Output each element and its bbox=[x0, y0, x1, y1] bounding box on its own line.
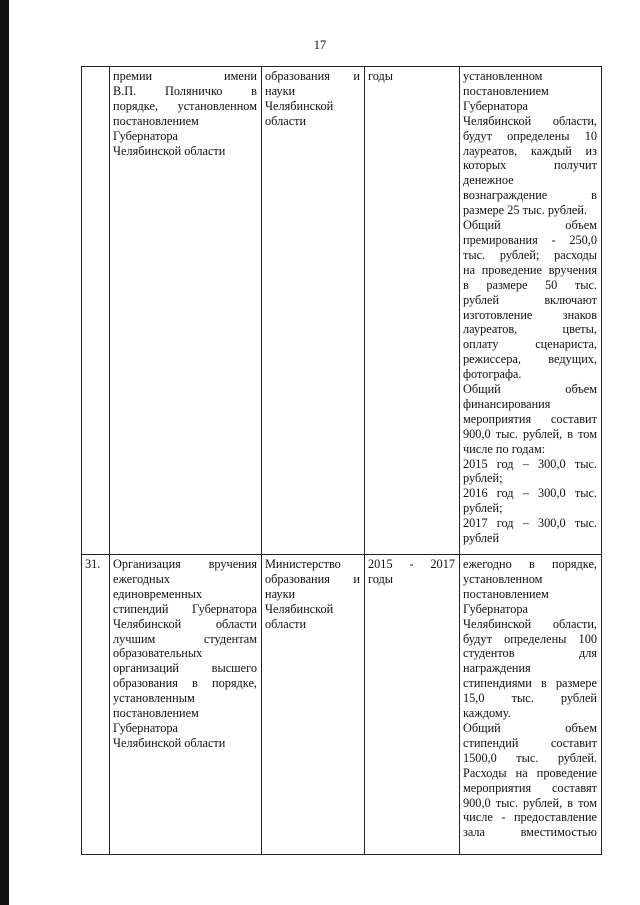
executor-cell bbox=[262, 555, 365, 855]
text-line: Челябинской области bbox=[113, 143, 226, 158]
text-line: единовременных bbox=[113, 586, 203, 601]
measure-title-cell bbox=[110, 67, 262, 555]
text-line: числе - предоставление bbox=[463, 810, 597, 825]
text-line: размере 25 тыс. рублей. bbox=[463, 203, 587, 218]
text-line: будут определены 10 bbox=[463, 128, 597, 143]
text-line: образования в порядке, bbox=[113, 676, 257, 691]
text-line: образования и bbox=[265, 69, 360, 83]
text-line: лауреатов, каждый из bbox=[463, 143, 597, 158]
text-line: премирования - 250,0 bbox=[463, 232, 597, 247]
text-line: Организация вручения bbox=[113, 557, 257, 571]
text-line: науки bbox=[265, 83, 296, 98]
text-line: мероприятия составят bbox=[463, 780, 597, 795]
measures-table bbox=[81, 66, 602, 855]
period-cell bbox=[365, 67, 460, 555]
text-line: рублей; bbox=[463, 501, 503, 516]
text-line: Общий объем bbox=[463, 218, 597, 233]
text-line: 2016 год – 300,0 тыс. bbox=[463, 486, 597, 501]
text-line: постановлением bbox=[113, 113, 199, 128]
text-line: стипендий составит bbox=[463, 735, 597, 750]
text-line: каждому. bbox=[463, 706, 511, 721]
text-line: финансирования bbox=[463, 396, 551, 411]
text-line: ежегодных bbox=[113, 571, 171, 586]
text-line: которых получит bbox=[463, 158, 597, 173]
text-line: Челябинской области bbox=[113, 735, 226, 750]
text-line: годы bbox=[368, 571, 394, 586]
text-line: рублей включают bbox=[463, 292, 597, 307]
text-line: 2017 год – 300,0 тыс. bbox=[463, 516, 597, 531]
text-line: рублей; bbox=[463, 471, 503, 486]
text-line: лауреатов, цветы, bbox=[463, 322, 597, 337]
table-row bbox=[82, 67, 602, 555]
text-line: оплату сценариста, bbox=[463, 337, 597, 352]
text-line: 2015 год – 300,0 тыс. bbox=[463, 456, 597, 471]
text-line: постановлением bbox=[463, 586, 549, 601]
text-line: годы bbox=[368, 69, 394, 83]
text-line: Расходы на проведение bbox=[463, 765, 597, 780]
page-number: 17 bbox=[313, 38, 327, 52]
text-line: 2015 - 2017 bbox=[368, 557, 455, 571]
text-line: Челябинской области bbox=[113, 616, 257, 631]
text-line: стипендий Губернатора bbox=[113, 601, 257, 616]
text-line: образования и bbox=[265, 571, 360, 586]
text-line: 900,0 тыс. рублей, в том bbox=[463, 426, 597, 441]
row-number: 31. bbox=[82, 555, 110, 855]
text-line: изготовление знаков bbox=[463, 307, 597, 322]
text-line: Губернатора bbox=[113, 128, 179, 143]
text-line: тыс. рублей; расходы bbox=[463, 247, 597, 262]
text-line: установленным bbox=[113, 691, 195, 706]
text-line: установленном bbox=[463, 69, 543, 83]
text-line: 1500,0 тыс. рублей. bbox=[463, 750, 597, 765]
text-line: на проведение вручения bbox=[463, 262, 597, 277]
measure-title-cell bbox=[110, 555, 262, 855]
text-line: стипендиями в размере bbox=[463, 676, 597, 691]
text-line: организаций высшего bbox=[113, 661, 257, 676]
text-line: мероприятия составит bbox=[463, 411, 597, 426]
text-line: зала вместимостью bbox=[463, 825, 597, 840]
text-line: награждения bbox=[463, 661, 531, 676]
text-line: премии имени bbox=[113, 69, 257, 83]
table-row bbox=[82, 555, 602, 855]
description-cell bbox=[460, 67, 602, 555]
row-number bbox=[82, 67, 110, 555]
text-line: рублей bbox=[463, 531, 500, 546]
text-line: Общий объем bbox=[463, 382, 597, 397]
text-line: порядке, установленном bbox=[113, 98, 257, 113]
text-line: будут определены 100 bbox=[463, 631, 597, 646]
text-line: числе по годам: bbox=[463, 441, 546, 456]
scan-edge bbox=[0, 0, 9, 905]
text-line: постановлением bbox=[463, 83, 549, 98]
text-line: фотографа. bbox=[463, 367, 522, 382]
text-line: в размере 50 тыс. bbox=[463, 277, 597, 292]
text-line: 900,0 тыс. рублей, в том bbox=[463, 795, 597, 810]
text-line: Челябинской области, bbox=[463, 616, 597, 631]
description-cell bbox=[460, 555, 602, 855]
text-line: студентов для bbox=[463, 646, 597, 661]
text-line: ежегодно в порядке, bbox=[463, 557, 597, 571]
text-line: области bbox=[265, 616, 307, 631]
executor-cell bbox=[262, 67, 365, 555]
text-line: Министерство bbox=[265, 557, 341, 571]
text-line: Челябинской bbox=[265, 98, 334, 113]
text-line: Губернатора bbox=[113, 720, 179, 735]
text-line: Губернатора bbox=[463, 98, 529, 113]
text-line: образовательных bbox=[113, 646, 203, 661]
text-line: Губернатора bbox=[463, 601, 529, 616]
text-line: постановлением bbox=[113, 706, 199, 721]
text-line: режиссера, ведущих, bbox=[463, 352, 597, 367]
text-line: вознаграждение в bbox=[463, 188, 597, 203]
text-line: В.П. Поляничко в bbox=[113, 83, 257, 98]
text-line: Общий объем bbox=[463, 720, 597, 735]
text-line: Челябинской области, bbox=[463, 113, 597, 128]
text-line: лучшим студентам bbox=[113, 631, 257, 646]
text-line: науки bbox=[265, 586, 296, 601]
text-line: установленном bbox=[463, 571, 543, 586]
text-line: денежное bbox=[463, 173, 514, 188]
period-cell bbox=[365, 555, 460, 855]
text-line: Челябинской bbox=[265, 601, 334, 616]
text-line: области bbox=[265, 113, 307, 128]
text-line: 15,0 тыс. рублей bbox=[463, 691, 597, 706]
